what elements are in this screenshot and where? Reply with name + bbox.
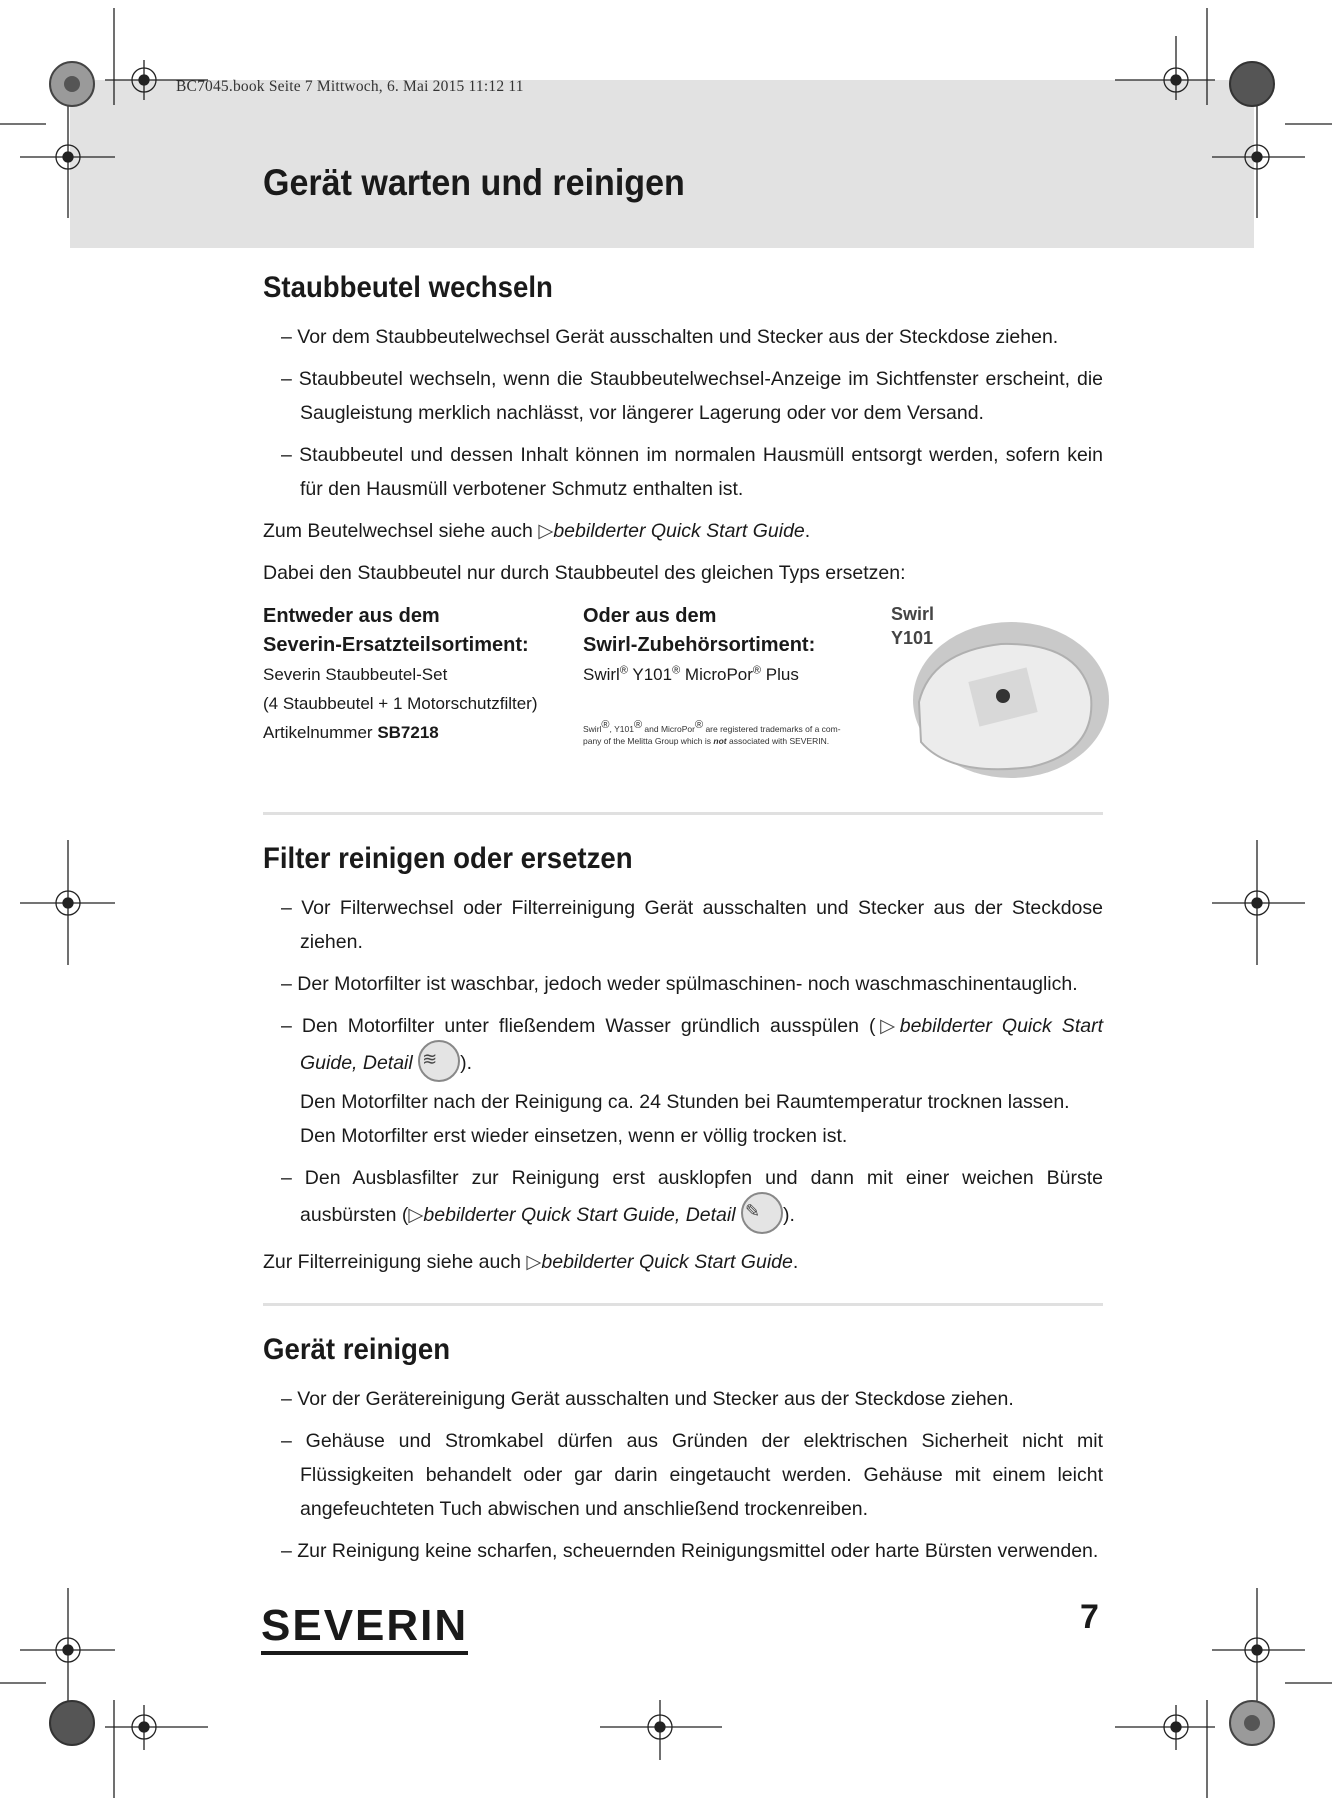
bullet-item: – Vor der Gerätereinigung Gerät ausschalten und Stecker aus der Steckdose ziehen. xyxy=(281,1388,1014,1410)
bullet-item: – Vor Filterwechsel oder Filterreinigung Gerät ausschalten und Stecker aus der Steckdose ziehen. xyxy=(281,897,1103,953)
reference-arrow-icon: ▷ xyxy=(408,1204,424,1227)
bullet-item: – Zur Reinigung keine scharfen, scheuernden Reinigungsmittel oder harte Bürsten verwenden. xyxy=(281,1540,1099,1562)
guide-reference: bebilderter Quick Start Guide, Detail xyxy=(300,1015,1103,1075)
bullet-item: – Staubbeutel wechseln, wenn die Staubbeutelwechsel-Anzeige im Sichtfenster erscheint, die Saugleistung merklich nachlässt, vor längerer Lagerung oder vor dem Versand. xyxy=(281,368,1103,424)
book-header-line: BC7045.book Seite 7 Mittwoch, 6. Mai 2015 11:12 11 xyxy=(176,78,524,95)
swirl-option: Oder aus dem Swirl-Zubehörsortiment: Swirl® Y101® MicroPor® Plus Swirl®, Y101® and MicroPor® are registered trademarks of a com- pany of the Melitta Group which is not associated with SEVERIN. xyxy=(583,602,893,747)
swirl-product-name: Swirl® Y101® MicroPor® Plus xyxy=(583,664,799,684)
bullet-item: – Vor dem Staubbeutelwechsel Gerät ausschalten und Stecker aus der Steckdose ziehen. xyxy=(281,326,1059,348)
reference-arrow-icon: ▷ xyxy=(538,520,554,542)
see-also-line: Zum Beutelwechsel siehe auch ▷bebilderter Quick Start Guide. xyxy=(263,520,811,542)
bullet-item: – Gehäuse und Stromkabel dürfen aus Gründen der elektrischen Sicherheit nicht mit Flüssigkeiten behandelt oder gar darin eingetaucht werden. Gehäuse mit einem leicht angefeuchteten Tuch abwischen und anschließend trockenreiben. xyxy=(281,1430,1103,1520)
guide-reference: bebilderter Quick Start Guide xyxy=(553,520,805,542)
rinse-filter-detail-icon: ≋ xyxy=(418,1040,460,1082)
section-heading-geraet: Gerät reinigen xyxy=(263,1333,451,1366)
section-divider xyxy=(263,812,1103,815)
section-divider xyxy=(263,1303,1103,1306)
see-also-line: Zur Filterreinigung siehe auch ▷bebilderter Quick Start Guide. xyxy=(263,1251,799,1273)
replace-note: Dabei den Staubbeutel nur durch Staubbeutel des gleichen Typs ersetzen: xyxy=(263,562,906,584)
bullet-item: – Den Motorfilter unter fließendem Wasser gründlich ausspülen (▷bebilderter Quick Start Guide, Detail ≋ ). xyxy=(263,1009,1103,1085)
trademark-note: Swirl®, Y101® and MicroPor® are registered trademarks of a com- pany of the Melitta Group which is not associated with SEVERIN. xyxy=(583,719,841,746)
section-heading-filter: Filter reinigen oder ersetzen xyxy=(263,842,633,875)
section-heading-staubbeutel: Staubbeutel wechseln xyxy=(263,271,553,304)
bullet-item: – Staubbeutel und dessen Inhalt können im normalen Hausmüll entsorgt werden, sofern kein für den Hausmüll verbotener Schmutz enthalten ist. xyxy=(281,444,1103,500)
main-content xyxy=(263,270,1103,1576)
severin-logo: SEVERIN xyxy=(261,1603,468,1655)
bullet-item: – Der Motorfilter ist waschbar, jedoch weder spülmaschinen- noch waschmaschinentauglich. xyxy=(281,973,1078,995)
bullet-item: – Den Ausblasfilter zur Reinigung erst ausklopfen und dann mit einer weichen Bürste ausbürsten (▷bebilderter Quick Start Guide, Detail ✎ ). xyxy=(263,1161,1103,1237)
swirl-bag-product-image xyxy=(891,602,1111,788)
product-label-swirl: Swirl xyxy=(891,604,935,624)
article-number: Artikelnummer SB7218 xyxy=(263,723,439,742)
page-number: 7 xyxy=(1080,1598,1099,1636)
reference-arrow-icon: ▷ xyxy=(526,1251,542,1273)
guide-reference: bebilderter Quick Start Guide xyxy=(541,1251,793,1273)
guide-reference: bebilderter Quick Start Guide, Detail xyxy=(423,1204,736,1227)
bullet-continuation: Den Motorfilter nach der Reinigung ca. 24 Stunden bei Raumtemperatur trocknen lassen. xyxy=(300,1091,1070,1113)
severin-option: Entweder aus dem Severin-Ersatzteilsortiment: Severin Staubbeutel-Set (4 Staubbeutel + 1 Motorschutzfilter) Artikelnummer SB7218 xyxy=(263,602,563,747)
replacement-options xyxy=(263,602,1103,788)
reference-arrow-icon: ▷ xyxy=(875,1015,900,1037)
page-title: Gerät warten und reinigen xyxy=(263,162,685,203)
brush-filter-detail-icon: ✎ xyxy=(741,1192,783,1234)
bullet-continuation: Den Motorfilter erst wieder einsetzen, wenn er völlig trocken ist. xyxy=(300,1125,848,1147)
product-label-y101: Y101 xyxy=(891,628,934,648)
